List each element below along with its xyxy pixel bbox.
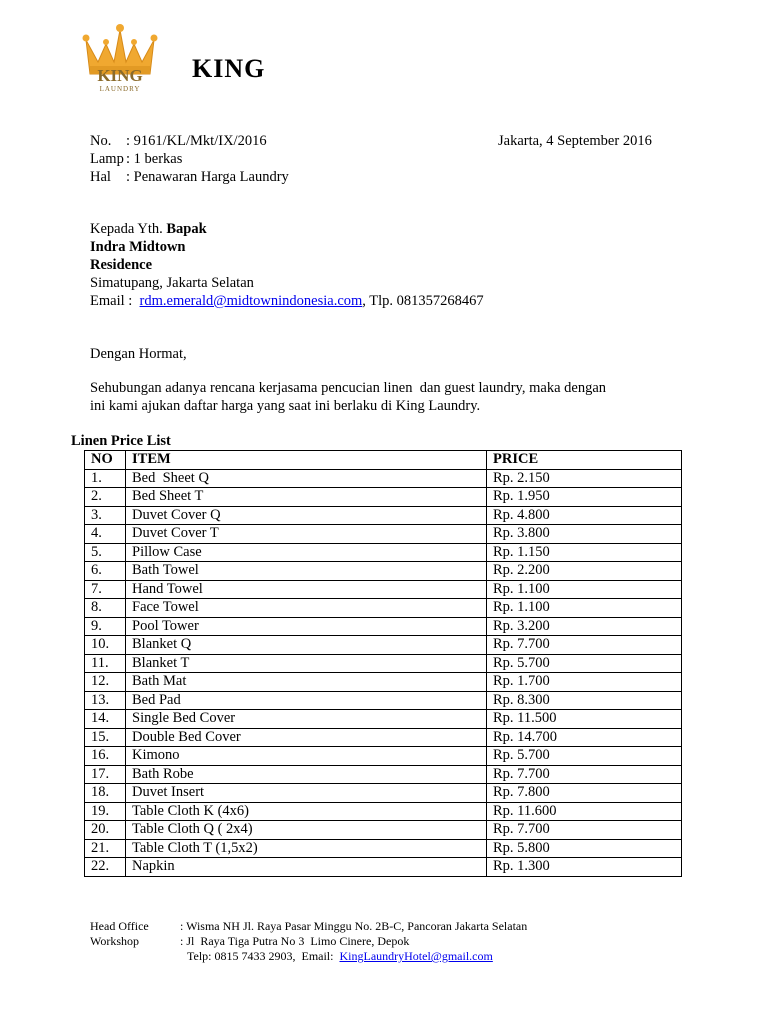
- header-no: NO: [85, 451, 126, 470]
- table-row: [85, 821, 682, 840]
- row-no: 1.: [85, 469, 126, 488]
- header-item: ITEM: [126, 451, 487, 470]
- price-list-title: Linen Price List: [71, 433, 171, 449]
- row-item: Table Cloth T (1,5x2): [126, 839, 487, 858]
- row-price: Rp. 1.150: [487, 543, 682, 562]
- table-row: [85, 543, 682, 562]
- row-price: Rp. 5.800: [487, 839, 682, 858]
- footer: [90, 919, 527, 964]
- row-item: Bed Sheet T: [126, 488, 487, 507]
- letter-meta: [90, 132, 289, 186]
- row-item: Duvet Cover T: [126, 525, 487, 544]
- email-label: Email :: [90, 293, 140, 309]
- recipient-email-link[interactable]: rdm.emerald@midtownindonesia.com: [139, 293, 363, 309]
- row-no: 3.: [85, 506, 126, 525]
- footer-email-link[interactable]: KingLaundryHotel@gmail.com: [339, 949, 493, 963]
- workshop-value: : Jl Raya Tiga Putra No 3 Limo Cinere, Depok: [180, 934, 410, 948]
- row-no: 12.: [85, 673, 126, 692]
- row-no: 11.: [85, 654, 126, 673]
- table-row: [85, 710, 682, 729]
- row-price: Rp. 8.300: [487, 691, 682, 710]
- row-item: Face Towel: [126, 599, 487, 618]
- row-price: Rp. 7.700: [487, 821, 682, 840]
- recipient-phone: , Tlp. 081357268467: [362, 293, 484, 309]
- row-price: Rp. 14.700: [487, 728, 682, 747]
- row-price: Rp. 1.100: [487, 599, 682, 618]
- row-item: Pillow Case: [126, 543, 487, 562]
- king-laundry-logo: [80, 22, 160, 100]
- row-no: 15.: [85, 728, 126, 747]
- row-no: 14.: [85, 710, 126, 729]
- recipient-title: Bapak: [166, 221, 207, 237]
- row-item: Napkin: [126, 858, 487, 877]
- paragraph-line-2: ini kami ajukan daftar harga yang saat ini berlaku di King Laundry.: [90, 398, 481, 414]
- row-no: 16.: [85, 747, 126, 766]
- table-row: [85, 599, 682, 618]
- paragraph-line-1: Sehubungan adanya rencana kerjasama pencucian linen dan guest laundry, maka dengan: [90, 380, 607, 396]
- no-value: : 9161/KL/Mkt/IX/2016: [126, 133, 267, 149]
- row-item: Bed Pad: [126, 691, 487, 710]
- row-no: 2.: [85, 488, 126, 507]
- header-price: PRICE: [487, 451, 682, 470]
- row-item: Bath Mat: [126, 673, 487, 692]
- row-item: Bath Robe: [126, 765, 487, 784]
- table-row: [85, 765, 682, 784]
- row-no: 9.: [85, 617, 126, 636]
- table-row: [85, 673, 682, 692]
- row-no: 21.: [85, 839, 126, 858]
- table-row: [85, 839, 682, 858]
- head-office-label: Head Office: [90, 919, 149, 933]
- row-item: Duvet Cover Q: [126, 506, 487, 525]
- row-item: Bed Sheet Q: [126, 469, 487, 488]
- recipient-name: Indra Midtown: [90, 239, 186, 255]
- table-row: [85, 784, 682, 803]
- recipient-prefix: Kepada Yth.: [90, 221, 167, 237]
- row-price: Rp. 1.950: [487, 488, 682, 507]
- price-table: [84, 450, 682, 877]
- row-price: Rp. 2.150: [487, 469, 682, 488]
- row-item: Table Cloth K (4x6): [126, 802, 487, 821]
- table-row: [85, 562, 682, 581]
- greeting: Dengan Hormat,: [90, 346, 187, 362]
- table-row: [85, 580, 682, 599]
- row-price: Rp. 5.700: [487, 654, 682, 673]
- row-item: Hand Towel: [126, 580, 487, 599]
- hal-label: Hal: [90, 169, 111, 185]
- row-item: Pool Tower: [126, 617, 487, 636]
- row-item: Blanket T: [126, 654, 487, 673]
- table-row: [85, 654, 682, 673]
- row-price: Rp. 11.500: [487, 710, 682, 729]
- table-header-row: [85, 451, 682, 470]
- workshop-label: Workshop: [90, 934, 140, 948]
- row-no: 10.: [85, 636, 126, 655]
- table-row: [85, 858, 682, 877]
- no-label: No.: [90, 133, 112, 149]
- footer-telp: Telp: 0815 7433 2903, Email:: [187, 949, 340, 963]
- table-row: [85, 728, 682, 747]
- table-row: [85, 747, 682, 766]
- recipient-address: Simatupang, Jakarta Selatan: [90, 275, 254, 291]
- table-row: [85, 469, 682, 488]
- table-row: [85, 506, 682, 525]
- row-item: Double Bed Cover: [126, 728, 487, 747]
- row-price: Rp. 1.100: [487, 580, 682, 599]
- letter-date: Jakarta, 4 September 2016: [498, 133, 652, 149]
- row-no: 22.: [85, 858, 126, 877]
- row-no: 13.: [85, 691, 126, 710]
- recipient-org: Residence: [90, 257, 153, 273]
- row-no: 6.: [85, 562, 126, 581]
- table-row: [85, 525, 682, 544]
- row-price: Rp. 5.700: [487, 747, 682, 766]
- brand-title: KING: [192, 54, 266, 83]
- row-no: 5.: [85, 543, 126, 562]
- row-item: Duvet Insert: [126, 784, 487, 803]
- intro-paragraph: [90, 379, 650, 415]
- hal-value: : Penawaran Harga Laundry: [126, 169, 289, 185]
- recipient-block: [90, 220, 484, 310]
- table-row: [85, 691, 682, 710]
- row-price: Rp. 1.700: [487, 673, 682, 692]
- row-price: Rp. 3.200: [487, 617, 682, 636]
- row-item: Kimono: [126, 747, 487, 766]
- row-item: Table Cloth Q ( 2x4): [126, 821, 487, 840]
- row-price: Rp. 4.800: [487, 506, 682, 525]
- logo-text-laundry: LAUNDRY: [99, 85, 141, 93]
- row-price: Rp. 11.600: [487, 802, 682, 821]
- row-price: Rp. 1.300: [487, 858, 682, 877]
- table-row: [85, 636, 682, 655]
- row-no: 18.: [85, 784, 126, 803]
- row-item: Blanket Q: [126, 636, 487, 655]
- head-office-value: : Wisma NH Jl. Raya Pasar Minggu No. 2B-C, Pancoran Jakarta Selatan: [180, 919, 528, 933]
- row-price: Rp. 7.700: [487, 765, 682, 784]
- row-no: 8.: [85, 599, 126, 618]
- row-price: Rp. 7.800: [487, 784, 682, 803]
- table-row: [85, 617, 682, 636]
- logo-text-king: KING: [97, 66, 143, 85]
- row-no: 20.: [85, 821, 126, 840]
- lamp-value: : 1 berkas: [126, 151, 183, 167]
- row-price: Rp. 3.800: [487, 525, 682, 544]
- table-row: [85, 488, 682, 507]
- row-item: Single Bed Cover: [126, 710, 487, 729]
- row-price: Rp. 7.700: [487, 636, 682, 655]
- table-row: [85, 802, 682, 821]
- row-no: 19.: [85, 802, 126, 821]
- row-no: 17.: [85, 765, 126, 784]
- lamp-label: Lamp: [90, 151, 124, 167]
- row-no: 7.: [85, 580, 126, 599]
- row-item: Bath Towel: [126, 562, 487, 581]
- row-price: Rp. 2.200: [487, 562, 682, 581]
- row-no: 4.: [85, 525, 126, 544]
